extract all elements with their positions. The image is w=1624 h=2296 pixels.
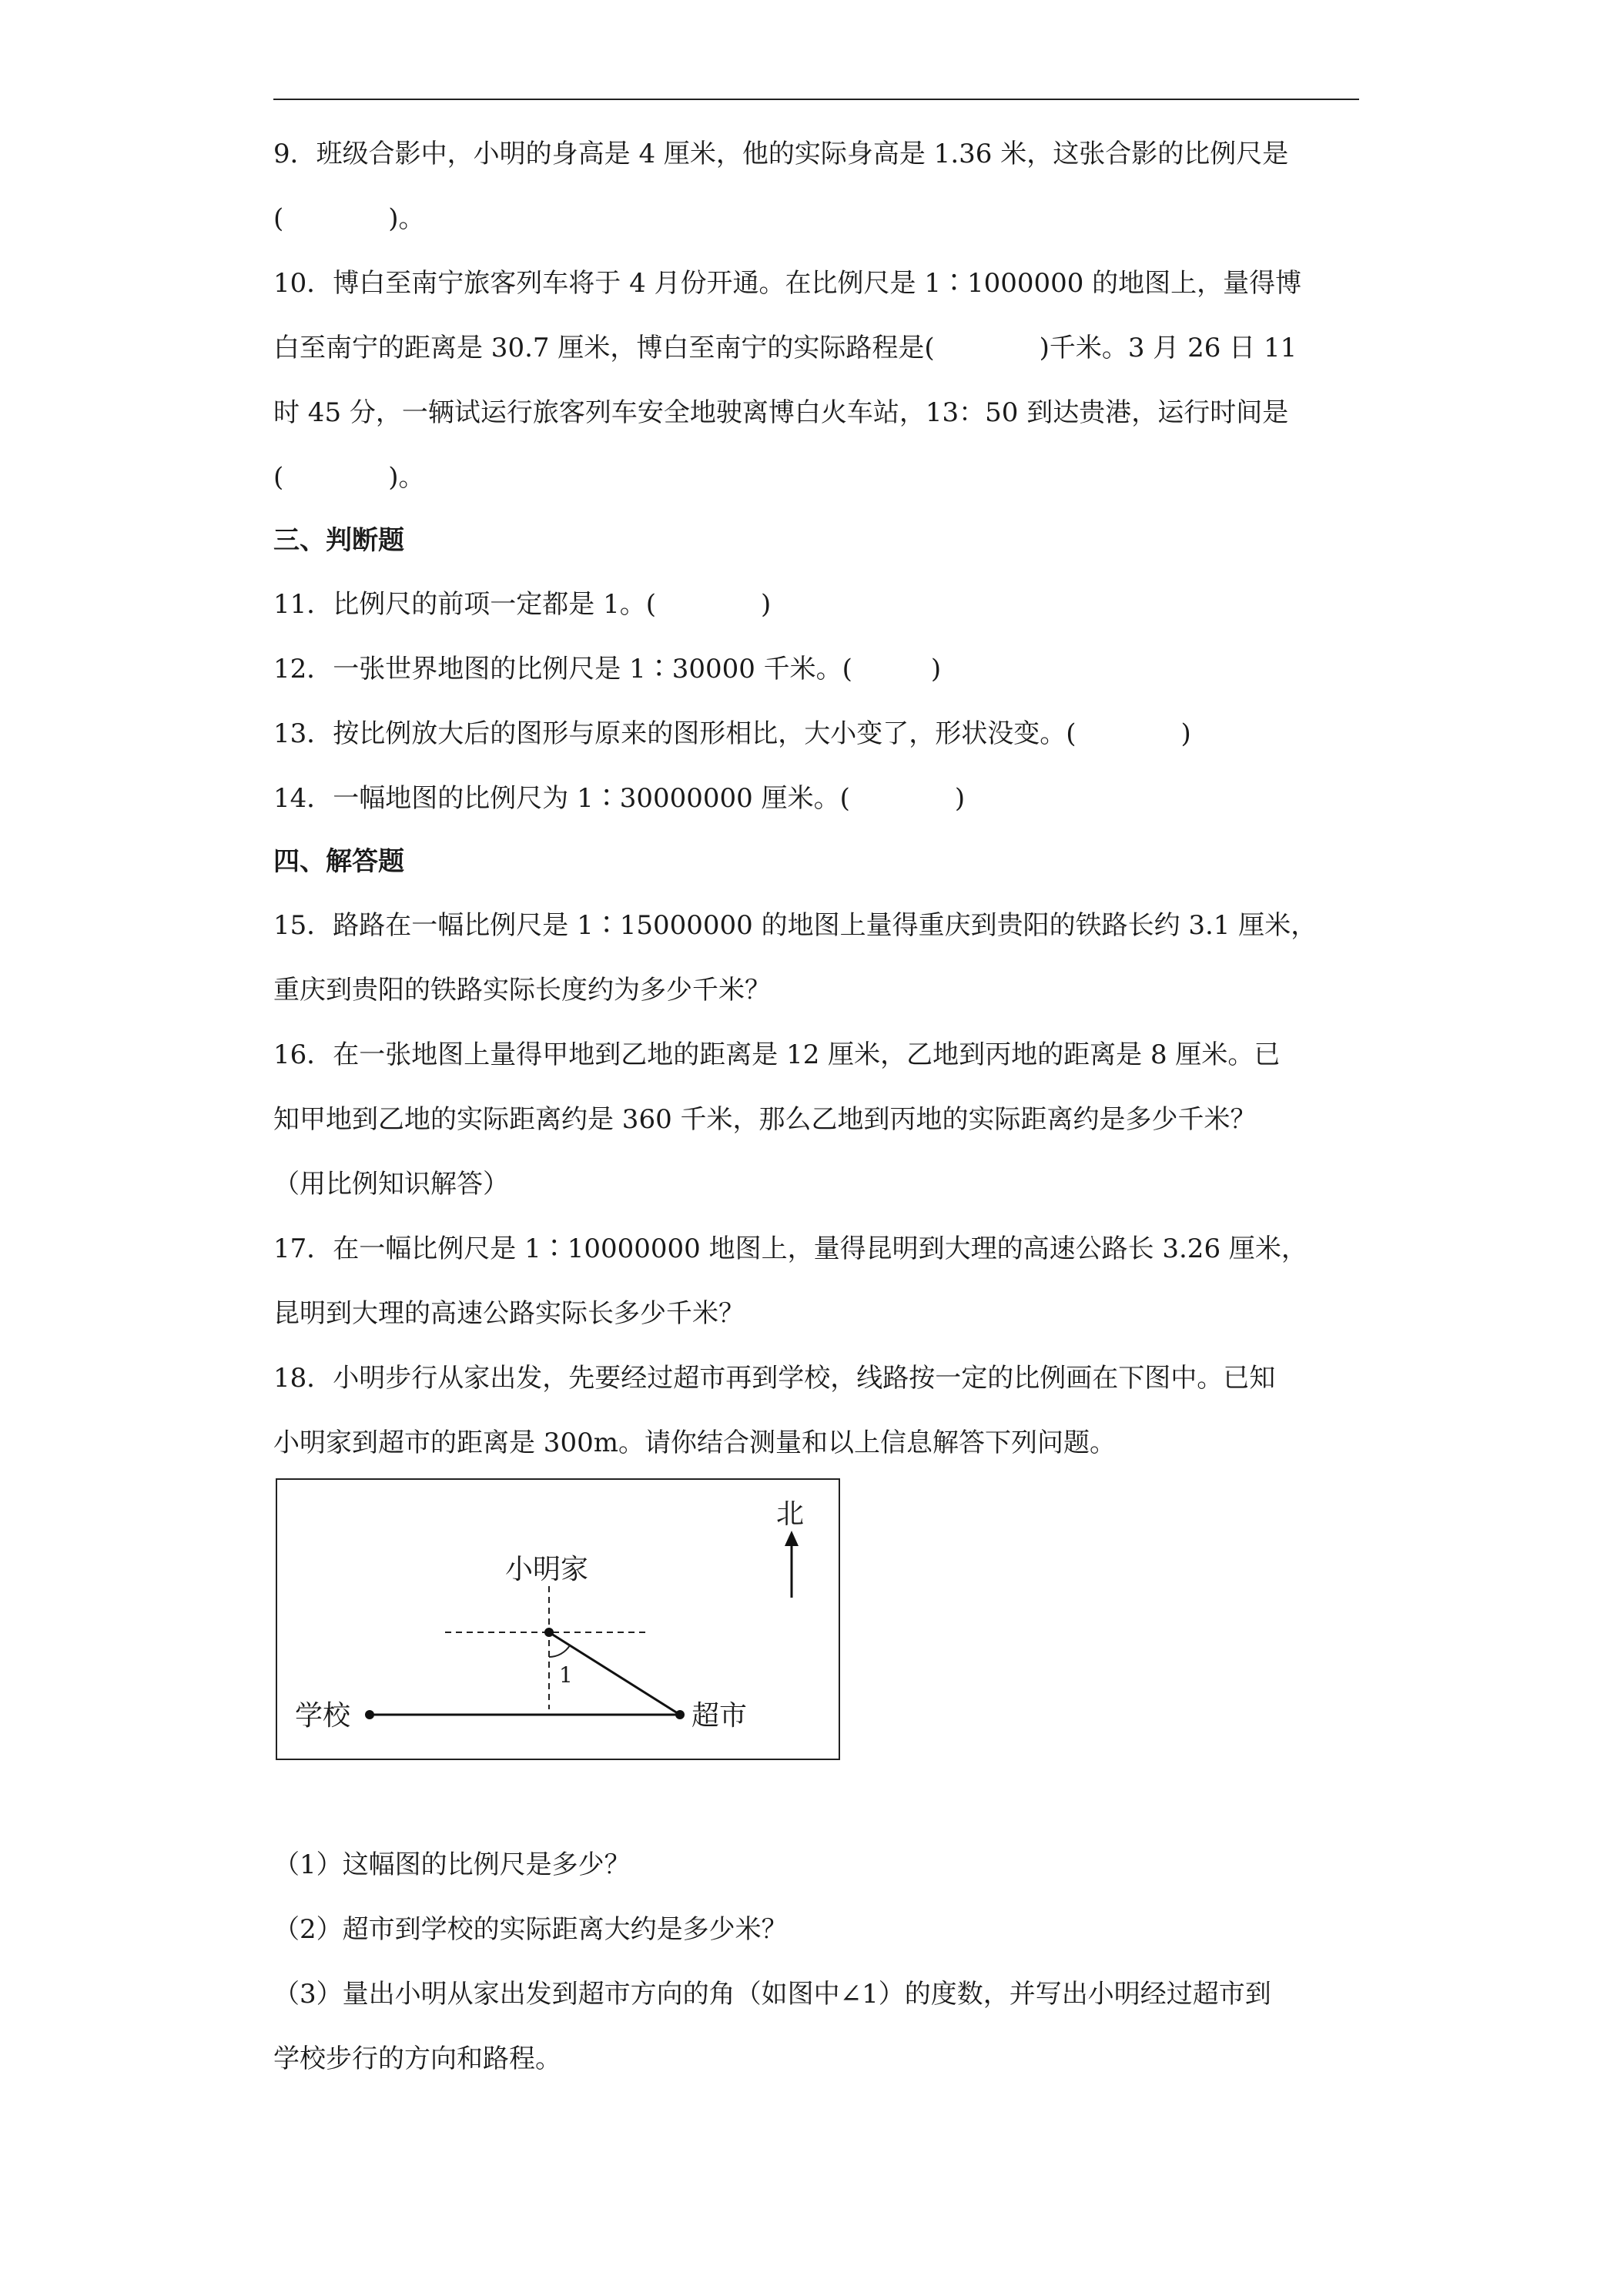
- q16-line1: 16．在一张地图上量得甲地到乙地的距离是 12 厘米，乙地到丙地的距离是 8 厘米。已: [273, 1039, 1281, 1070]
- q10-line1: 10．博白至南宁旅客列车将于 4 月份开通。在比例尺是 1∶1000000 的地图上，量得博: [273, 268, 1302, 299]
- q15-line2: 重庆到贵阳的铁路实际长度约为多少千米？: [273, 975, 771, 1006]
- q18-sub3-line1: （3）量出小明从家出发到超市方向的角（如图中∠1）的度数，并写出小明经过超市到: [273, 1979, 1271, 2010]
- school-label: 学校: [295, 1700, 351, 1732]
- route-diagram-svg: [276, 1478, 840, 1760]
- supermarket-point: [675, 1710, 685, 1719]
- q11: 11．比例尺的前项一定都是 1。( ): [273, 589, 772, 620]
- q10-line4: ( )。: [273, 462, 425, 493]
- home-point: [544, 1628, 554, 1637]
- route-diagram: [276, 1478, 840, 1760]
- q18-sub3-line2: 学校步行的方向和路程。: [273, 2043, 561, 2074]
- q12: 12．一张世界地图的比例尺是 1∶30000 千米。( ): [273, 654, 942, 684]
- q15-line1: 15．路路在一幅比例尺是 1∶15000000 的地图上量得重庆到贵阳的铁路长约 3.1 厘米，: [273, 910, 1318, 941]
- section-heading-answers: 四、解答题: [273, 846, 404, 877]
- q18-line1: 18．小明步行从家出发，先要经过超市再到学校，线路按一定的比例画在下图中。已知: [273, 1363, 1276, 1394]
- q9-line1: 9．班级合影中，小明的身高是 4 厘米，他的实际身高是 1.36 米，这张合影的比例尺是: [273, 139, 1289, 169]
- q13: 13．按比例放大后的图形与原来的图形相比，大小变了，形状没变。( ): [273, 718, 1191, 749]
- q14: 14．一幅地图的比例尺为 1∶30000000 厘米。( ): [273, 783, 966, 814]
- q16-line3: （用比例知识解答）: [273, 1169, 509, 1200]
- home-label: 小明家: [504, 1554, 589, 1585]
- header-rule: [273, 99, 1359, 100]
- diagram-frame: [276, 1479, 839, 1759]
- q18-sub1: （1）这幅图的比例尺是多少？: [273, 1849, 631, 1880]
- school-point: [365, 1710, 374, 1719]
- q10-line2: 白至南宁的距离是 30.7 厘米，博白至南宁的实际路程是( )千米。3 月 26 日 11: [273, 333, 1298, 363]
- q17-line1: 17．在一幅比例尺是 1∶10000000 地图上，量得昆明到大理的高速公路长 3.26 厘米，: [273, 1233, 1308, 1264]
- q16-line2: 知甲地到乙地的实际距离约是 360 千米，那么乙地到丙地的实际距离约是多少千米？: [273, 1104, 1257, 1135]
- north-label: 北: [775, 1498, 805, 1530]
- q18-sub2: （2）超市到学校的实际距离大约是多少米？: [273, 1914, 788, 1945]
- section-heading-judgement: 三、判断题: [273, 525, 404, 556]
- q10-line3: 时 45 分，一辆试运行旅客列车安全地驶离博白火车站，13：50 到达贵港，运行时间是: [273, 397, 1289, 428]
- supermarket-label: 超市: [691, 1700, 748, 1732]
- q17-line2: 昆明到大理的高速公路实际长多少千米？: [273, 1298, 745, 1329]
- angle-1-label: 1: [559, 1662, 573, 1688]
- q18-line2: 小明家到超市的距离是 300m。请你结合测量和以上信息解答下列问题。: [273, 1427, 1116, 1458]
- q9-line2: ( )。: [273, 203, 425, 234]
